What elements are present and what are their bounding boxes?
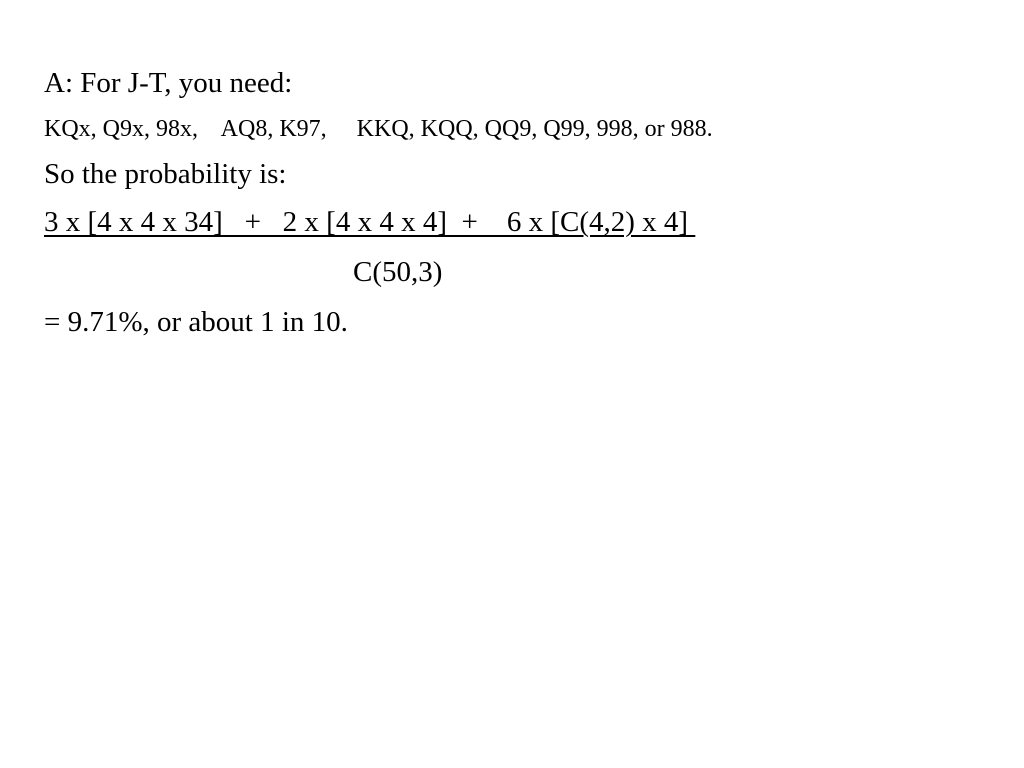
probability-intro: So the probability is: bbox=[44, 158, 287, 190]
fraction-numerator: 3 x [4 x 4 x 34] + 2 x [4 x 4 x 4] + 6 x [C(4,2) x 4] bbox=[44, 206, 696, 238]
question-intro: A: For J-T, you need: bbox=[44, 67, 293, 99]
hand-combinations: KQx, Q9x, 98x, AQ8, K97, KKQ, KQQ, QQ9, Q99, 998, or 988. bbox=[44, 116, 713, 142]
result-text: = 9.71%, or about 1 in 10. bbox=[44, 306, 348, 338]
fraction-denominator: C(50,3) bbox=[353, 256, 443, 288]
